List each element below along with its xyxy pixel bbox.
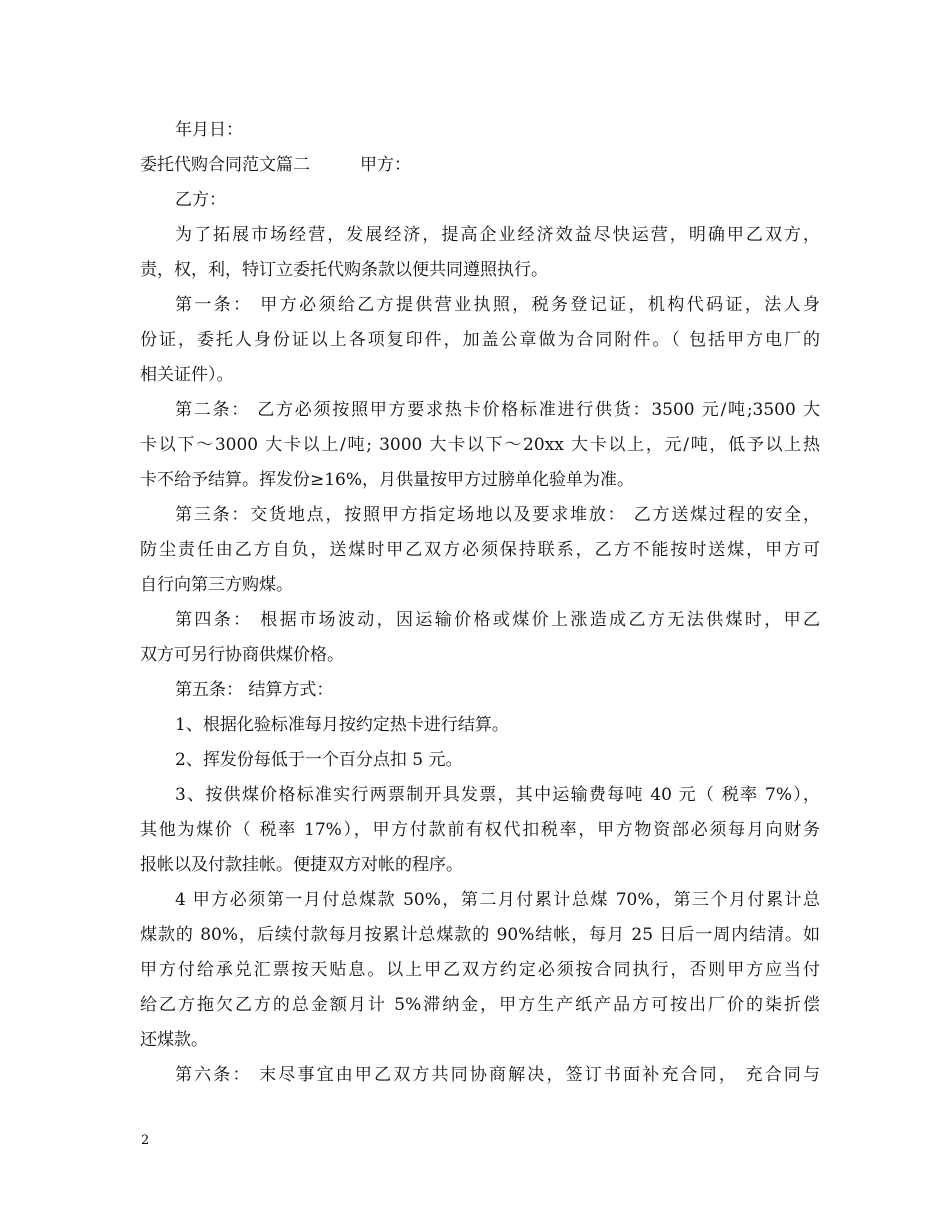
section-heading: 第五条： 结算方式： bbox=[175, 680, 334, 700]
paragraph-line: 煤款的 80%，后续付款每月按累计总煤款的 90%结帐，每月 25 日后一周内结清。如 bbox=[140, 925, 820, 945]
title-line bbox=[140, 148, 820, 183]
paragraph-line: 报帐以及付款挂帐。便捷双方对帐的程序。 bbox=[140, 855, 463, 875]
document-title: 委托代购合同范文篇二 bbox=[140, 155, 310, 175]
paragraph-line: 责，权，利，特订立委托代购条款以便共同遵照执行。 bbox=[140, 260, 548, 280]
list-item: 1、根据化验标准每月按约定热卡进行结算。 bbox=[175, 715, 509, 735]
party-b-label: 乙方： bbox=[175, 190, 226, 210]
document-body bbox=[140, 113, 820, 1093]
paragraph-line: 为了拓展市场经营，发展经济，提高企业经济效益尽快运营，明确甲乙双方， bbox=[175, 225, 820, 245]
party-a-label: 甲方： bbox=[360, 155, 411, 175]
paragraph-line: 甲方付给承兑汇票按天贴息。以上甲乙双方约定必须按合同执行，否则甲方应当付 bbox=[140, 960, 820, 980]
paragraph-line: 给乙方拖欠乙方的总金额月计 5%滞纳金，甲方生产纸产品方可按出厂价的柒折偿 bbox=[140, 995, 820, 1015]
page-number: 2 bbox=[141, 1133, 150, 1148]
paragraph-line: 3、按供煤价格标准实行两票制开具发票，其中运输费每吨 40 元（ 税率 7%）， bbox=[175, 785, 820, 805]
paragraph-line: 第二条： 乙方必须按照甲方要求热卡价格标准进行供货：3500 元/吨;3500 大 bbox=[175, 400, 820, 420]
paragraph-line: 第六条： 末尽事宜由甲乙双方共同协商解决，签订书面补充合同， 充合同与 bbox=[175, 1065, 820, 1085]
paragraph-line: 4 甲方必须第一月付总煤款 50%，第二月付累计总煤 70%，第三个月付累计总 bbox=[175, 890, 820, 910]
paragraph-line: 份证，委托人身份证以上各项复印件，加盖公章做为合同附件。（ 包括甲方电厂的 bbox=[140, 330, 820, 350]
paragraph-line: 卡不给予结算。挥发份≥16%，月供量按甲方过膀单化验单为准。 bbox=[140, 470, 635, 490]
paragraph-line: 第三条：交货地点，按照甲方指定场地以及要求堆放： 乙方送煤过程的安全， bbox=[175, 505, 820, 525]
list-item: 2、挥发份每低于一个百分点扣 5 元。 bbox=[175, 750, 463, 770]
paragraph-line: 相关证件）。 bbox=[140, 365, 234, 385]
paragraph-line: 第一条： 甲方必须给乙方提供营业执照，税务登记证，机构代码证，法人身 bbox=[175, 295, 820, 315]
date-line: 年月日： bbox=[175, 120, 243, 140]
paragraph-line: 第四条： 根据市场波动，因运输价格或煤价上涨造成乙方无法供煤时，甲乙 bbox=[175, 610, 820, 630]
paragraph-line: 防尘责任由乙方自负，送煤时甲乙双方必须保持联系，乙方不能按时送煤，甲方可 bbox=[140, 540, 820, 560]
paragraph-line: 双方可另行协商供煤价格。 bbox=[140, 645, 344, 665]
paragraph-line: 还煤款。 bbox=[140, 1030, 208, 1050]
paragraph-line: 卡以下～3000 大卡以上/吨; 3000 大卡以下～20xx 大卡以上，元/吨，低予以上热 bbox=[140, 435, 820, 455]
paragraph-line: 自行向第三方购煤。 bbox=[140, 575, 293, 595]
paragraph-line: 其他为煤价（ 税率 17%），甲方付款前有权代扣税率，甲方物资部必须每月向财务 bbox=[140, 820, 820, 840]
